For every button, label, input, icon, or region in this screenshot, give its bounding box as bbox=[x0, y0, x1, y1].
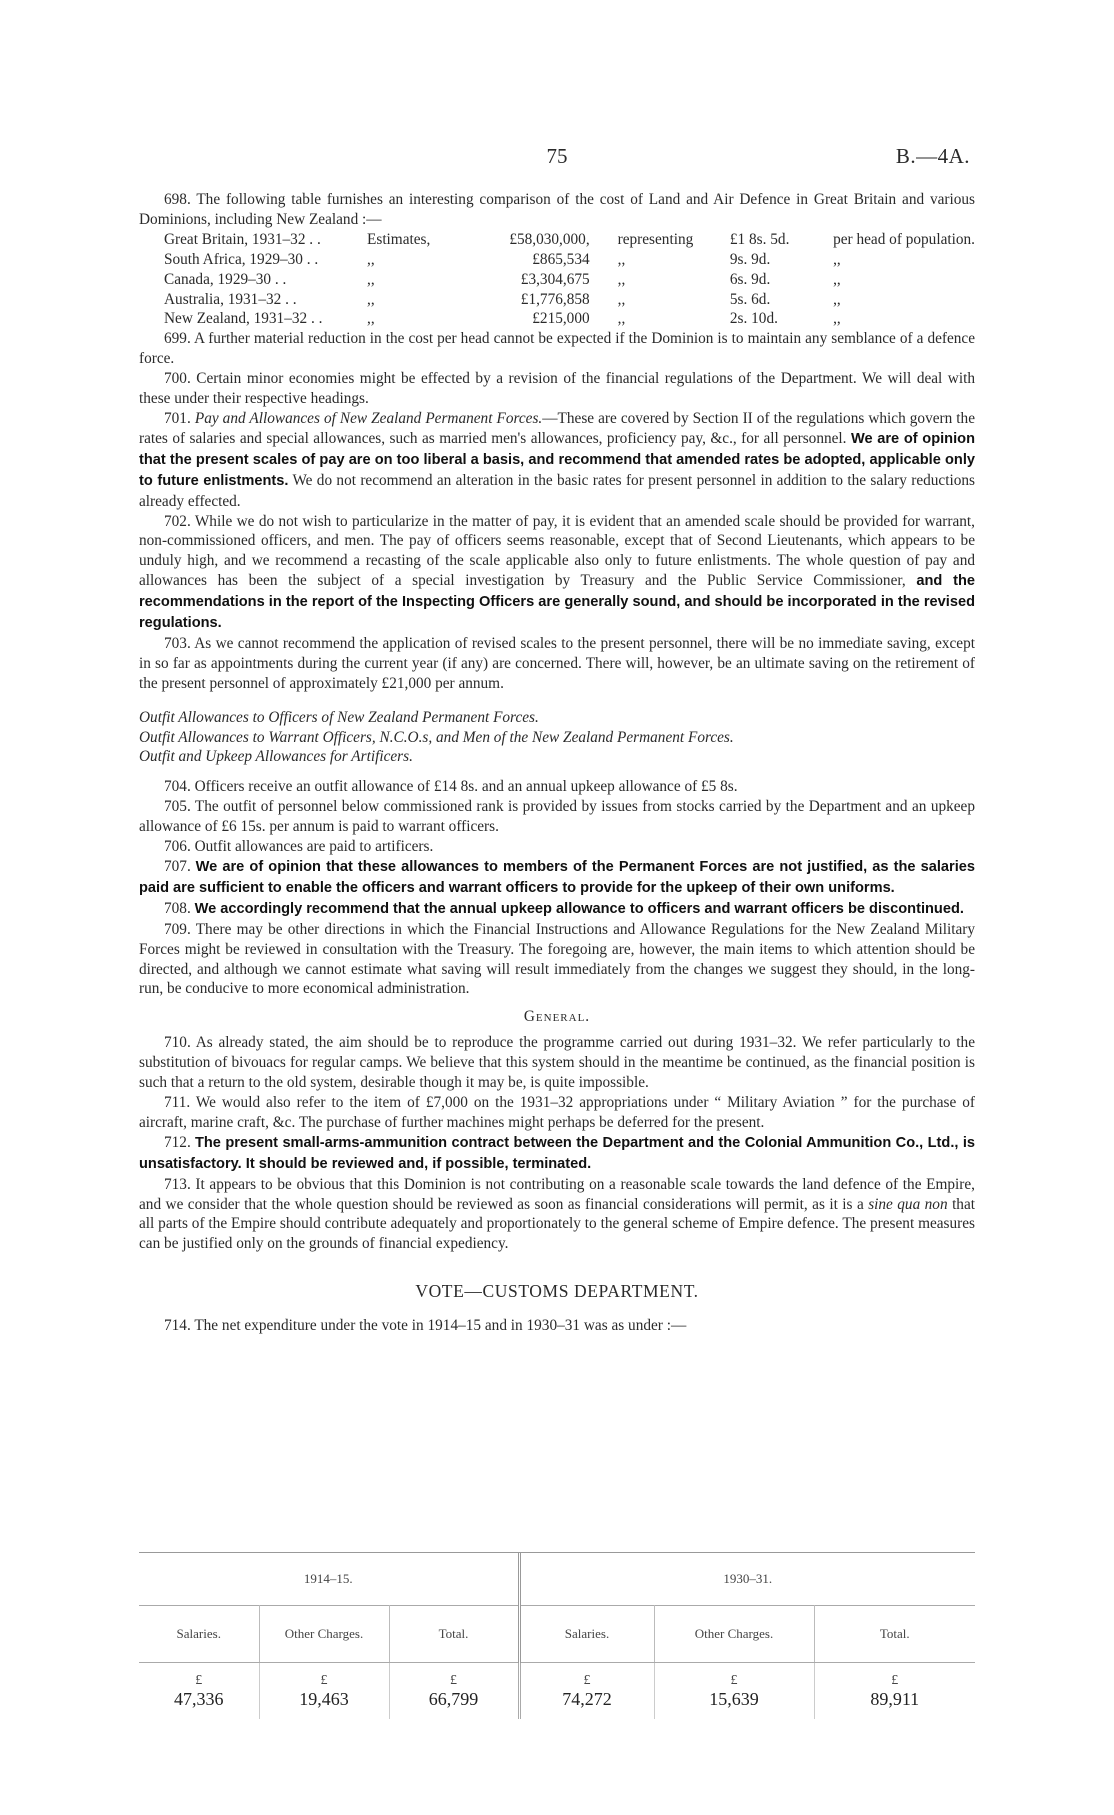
per-head-cell: £1 8s. 5d. bbox=[729, 230, 790, 248]
value-1914-other-charges: 19,463 bbox=[259, 1689, 389, 1719]
recommendation-text: We are of opinion that the present scales of pay are on too liberal a basis, and recommend that amended rates be adopted, applicable only to future enlistments. bbox=[139, 430, 975, 489]
subheading: Outfit Allowances to Officers of New Zealand Permanent Forces. bbox=[139, 708, 539, 726]
suffix-cell: ,, bbox=[833, 310, 841, 328]
col-header-other-charges: Other Charges. bbox=[654, 1606, 814, 1663]
section-heading-customs: VOTE—CUSTOMS DEPARTMENT. bbox=[415, 1281, 699, 1302]
paragraph-number: 708. bbox=[164, 899, 191, 917]
paragraph-number: 701. bbox=[164, 409, 191, 427]
country-cell: Canada, 1929–30 . . bbox=[164, 270, 287, 288]
country-cell: Great Britain, 1931–32 . . bbox=[164, 230, 321, 248]
year-header-row bbox=[139, 1553, 975, 1606]
estimate-cell: ,, bbox=[367, 250, 375, 268]
table-row bbox=[164, 250, 975, 270]
paragraph-713 bbox=[139, 1175, 975, 1255]
representing-cell: ,, bbox=[617, 250, 626, 268]
country-cell: Australia, 1931–32 . . bbox=[164, 290, 297, 308]
paragraph-714: 714. The net expenditure under the vote in 1914–15 and in 1930–31 was as under :— bbox=[164, 1317, 687, 1335]
page-header bbox=[0, 144, 1114, 174]
amount-cell: £3,304,675 bbox=[520, 270, 590, 288]
paragraph-702 bbox=[139, 512, 975, 634]
amount-cell: £215,000 bbox=[532, 310, 590, 328]
amount-cell: £1,776,858 bbox=[520, 290, 590, 308]
suffix-cell: ,, bbox=[833, 290, 841, 308]
per-head-cell: 2s. 10d. bbox=[729, 310, 778, 328]
expenditure-table bbox=[139, 1552, 975, 1719]
paragraph-709: 709. There may be other directions in which the Financial Instructions and Allowance Regulations for the New Zealand Military Forces might be reviewed in consultation with the Treasury. The foregoing are, however, the main items to which attention should be directed, and although we cannot estimate what saving will result immediately from the changes we suggest they should, in the long-run, be conducive to more economical administration. bbox=[139, 920, 975, 998]
col-header-other-charges: Other Charges. bbox=[259, 1606, 389, 1663]
paragraph-711: 711. We would also refer to the item of £7,000 on the 1931–32 appropriations under “ Military Aviation ” for the purchase of aircraft, marine craft, &c. The purchase of further machines might perhaps be deferred for the present. bbox=[139, 1093, 975, 1131]
country-cell: New Zealand, 1931–32 . . bbox=[164, 310, 323, 328]
body-text bbox=[139, 190, 975, 1336]
recommendation-text: and the recommendations in the report of the Inspecting Officers are generally sound, and should be incorporated in the revised regulations. bbox=[139, 573, 976, 632]
currency-symbol: £ bbox=[259, 1663, 389, 1690]
col-header-total: Total. bbox=[814, 1606, 975, 1663]
suffix-cell: per head of population. bbox=[833, 230, 975, 248]
paragraph-704: 704. Officers receive an outfit allowance of £14 8s. and an annual upkeep allowance of £5 8s. bbox=[164, 778, 738, 796]
table-row bbox=[164, 309, 975, 329]
latin-phrase: sine qua non bbox=[868, 1195, 948, 1213]
suffix-cell: ,, bbox=[833, 250, 841, 268]
amount-cell: £865,534 bbox=[532, 250, 590, 268]
estimate-cell: ,, bbox=[367, 290, 375, 308]
representing-cell: representing bbox=[617, 230, 694, 248]
currency-row bbox=[139, 1663, 975, 1690]
paragraph-text: 702. While we do not wish to particularize in the matter of pay, it is evident that an amended scale should be provided for warrant, non-commissioned officers, and men. The pay of officers seems reasonable, except that of Second Lieutenants, which appears to be unduly high, and we recommend a recasting of the scale applicable also only to future enlistments. The whole question of pay and allowances has been the subject of a special investigation by Treasury and the Public Service Commissioner, bbox=[139, 512, 975, 590]
recommendation-text: The present small-arms-ammunition contract between the Department and the Colonial Ammunition Co., Ltd., is unsatisfactory. It should be reviewed and, if possible, terminated. bbox=[139, 1134, 976, 1172]
document-reference: B.—4A. bbox=[895, 144, 970, 168]
paragraph-707 bbox=[139, 857, 975, 899]
value-1914-salaries: 47,336 bbox=[139, 1689, 259, 1719]
col-header-salaries: Salaries. bbox=[519, 1606, 654, 1663]
table-row bbox=[164, 230, 975, 250]
paragraph-710: 710. As already stated, the aim should be to reproduce the programme carried out during 1931–32. We refer particularly to the substitution of bivouacs for regular camps. We believe that this system should in the meantime be continued, as the financial position is such that a return to the old system, desirable though it may be, is quite impossible. bbox=[139, 1034, 975, 1092]
paragraph-number: 712. bbox=[164, 1133, 191, 1151]
estimate-cell: Estimates, bbox=[367, 230, 431, 248]
col-header-salaries: Salaries. bbox=[139, 1606, 259, 1663]
paragraph-text: 713. It appears to be obvious that this Dominion is not contributing on a reasonable scale towards the land defence of the Empire, and we consider that the whole question should be reviewed as soon as financial considerations will permit, as it is a bbox=[139, 1175, 975, 1213]
estimate-cell: ,, bbox=[367, 310, 375, 328]
table-row bbox=[164, 270, 975, 290]
value-1930-other-charges: 15,639 bbox=[654, 1689, 814, 1719]
paragraph-698: 698. The following table furnishes an interesting comparison of the cost of Land and Air Defence in Great Britain and various Dominions, including New Zealand :— bbox=[139, 191, 975, 228]
values-row bbox=[139, 1689, 975, 1719]
paragraph-number: 707. bbox=[164, 858, 191, 875]
paragraph-text: that all parts of the Empire should contribute adequately and proportionately to the general scheme of Empire defence. The present measures can be justified only on the grounds of financial expediency. bbox=[139, 1195, 976, 1253]
paragraph-text: —These are covered by Section II of the regulations which govern the rates of salaries and special allowances, such as married men's allowances, proficiency pay, &c., for all personnel. bbox=[139, 409, 975, 447]
representing-cell: ,, bbox=[617, 290, 626, 308]
currency-symbol: £ bbox=[891, 1673, 899, 1688]
per-head-cell: 5s. 6d. bbox=[729, 290, 771, 308]
column-header-row bbox=[139, 1606, 975, 1663]
currency-symbol: £ bbox=[389, 1663, 519, 1690]
recommendation-text: We accordingly recommend that the annual upkeep allowance to officers and warrant officers be discontinued. bbox=[194, 900, 964, 917]
per-head-cell: 6s. 9d. bbox=[729, 270, 771, 288]
subheading: Outfit and Upkeep Allowances for Artificers. bbox=[139, 748, 413, 766]
currency-symbol: £ bbox=[519, 1663, 654, 1690]
paragraph-700: 700. Certain minor economies might be effected by a revision of the financial regulations of the Department. We will deal with these under their respective headings. bbox=[139, 370, 975, 408]
country-cell: South Africa, 1929–30 . . bbox=[164, 250, 319, 268]
value-1930-salaries: 74,272 bbox=[519, 1689, 654, 1719]
paragraph-701 bbox=[139, 409, 975, 512]
paragraph-text: We do not recommend an alteration in the basic rates for present personnel in addition to the salary reductions already effected. bbox=[139, 471, 975, 510]
currency-symbol: £ bbox=[139, 1663, 259, 1690]
paragraph-699: 699. A further material reduction in the cost per head cannot be expected if the Dominion is to maintain any semblance of a defence force. bbox=[139, 330, 975, 368]
table-row bbox=[164, 290, 975, 310]
representing-cell: ,, bbox=[617, 310, 626, 328]
paragraph-705: 705. The outfit of personnel below commissioned rank is provided by issues from stocks carried by the Department and an upkeep allowance of £6 15s. per annum is paid to warrant officers. bbox=[139, 798, 975, 836]
paragraph-703: 703. As we cannot recommend the application of revised scales to the present personnel, there will be no immediate saving, except in so far as appointments during the current year (if any) are concerned. There will, however, be an ultimate saving on the retirement of the present personnel of approximately £21,000 per annum. bbox=[139, 634, 975, 692]
representing-cell: ,, bbox=[617, 270, 626, 288]
paragraph-712 bbox=[139, 1133, 975, 1175]
defence-cost-table bbox=[164, 230, 975, 330]
paragraph-708 bbox=[139, 899, 975, 920]
value-1914-total: 66,799 bbox=[389, 1689, 519, 1719]
suffix-cell: ,, bbox=[833, 270, 841, 288]
estimate-cell: ,, bbox=[367, 270, 375, 288]
per-head-cell: 9s. 9d. bbox=[729, 250, 771, 268]
col-header-total: Total. bbox=[389, 1606, 519, 1663]
value-1930-total: 89,911 bbox=[870, 1689, 920, 1709]
year-header-1930: 1930–31. bbox=[723, 1571, 773, 1586]
amount-cell: £58,030,000, bbox=[509, 230, 590, 248]
section-heading-general: General. bbox=[523, 1008, 591, 1026]
outfit-subheadings bbox=[139, 708, 975, 768]
paragraph-title: Pay and Allowances of New Zealand Permanent Forces. bbox=[194, 409, 543, 427]
page-number: 75 bbox=[546, 144, 568, 168]
recommendation-text: We are of opinion that these allowances to members of the Permanent Forces are not justified, as the salaries paid are sufficient to enable the officers and warrant officers to provide for the upkeep of their own uniforms. bbox=[139, 859, 975, 896]
subheading: Outfit Allowances to Warrant Officers, N.C.O.s, and Men of the New Zealand Permanent Forces. bbox=[139, 728, 734, 746]
paragraph-706: 706. Outfit allowances are paid to artificers. bbox=[164, 838, 434, 856]
year-header-1914: 1914–15. bbox=[139, 1553, 519, 1606]
currency-symbol: £ bbox=[654, 1663, 814, 1690]
